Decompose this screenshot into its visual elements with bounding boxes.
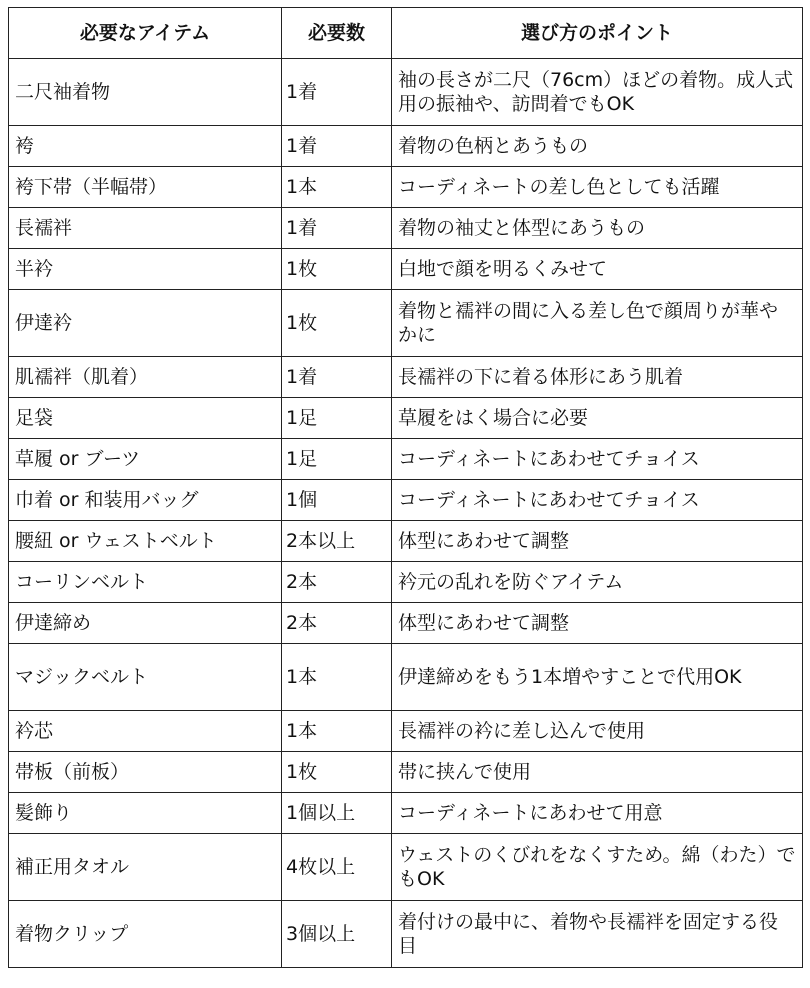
item-cell: マジックベルト bbox=[9, 644, 282, 711]
item-cell: コーリンベルト bbox=[9, 562, 282, 603]
item-cell: 肌襦袢（肌着） bbox=[9, 357, 282, 398]
point-cell: コーディネートにあわせて用意 bbox=[392, 793, 803, 834]
point-cell: 長襦袢の衿に差し込んで使用 bbox=[392, 711, 803, 752]
point-cell: 着物の袖丈と体型にあうもの bbox=[392, 208, 803, 249]
point-cell: 帯に挟んで使用 bbox=[392, 752, 803, 793]
quantity-cell: 1枚 bbox=[282, 249, 392, 290]
point-cell: 着物と襦袢の間に入る差し色で顔周りが華やかに bbox=[392, 290, 803, 357]
point-cell: 伊達締めをもう1本増やすことで代用OK bbox=[392, 644, 803, 711]
quantity-cell: 1本 bbox=[282, 711, 392, 752]
quantity-cell: 2本以上 bbox=[282, 521, 392, 562]
table-row bbox=[9, 644, 803, 711]
table-header-row bbox=[9, 8, 803, 59]
point-cell: 体型にあわせて調整 bbox=[392, 603, 803, 644]
point-cell: 体型にあわせて調整 bbox=[392, 521, 803, 562]
quantity-cell: 1個 bbox=[282, 480, 392, 521]
table-row bbox=[9, 126, 803, 167]
table-row bbox=[9, 793, 803, 834]
point-cell: 着付けの最中に、着物や長襦袢を固定する役目 bbox=[392, 901, 803, 968]
item-cell: 伊達衿 bbox=[9, 290, 282, 357]
point-cell: コーディネートの差し色としても活躍 bbox=[392, 167, 803, 208]
item-cell: 伊達締め bbox=[9, 603, 282, 644]
item-cell: 二尺袖着物 bbox=[9, 59, 282, 126]
table-row bbox=[9, 357, 803, 398]
quantity-cell: 2本 bbox=[282, 562, 392, 603]
point-cell: 白地で顔を明るくみせて bbox=[392, 249, 803, 290]
quantity-cell: 1枚 bbox=[282, 752, 392, 793]
table-row bbox=[9, 398, 803, 439]
table-row bbox=[9, 249, 803, 290]
point-cell: 草履をはく場合に必要 bbox=[392, 398, 803, 439]
header-item: 必要なアイテム bbox=[9, 8, 282, 59]
item-cell: 袴 bbox=[9, 126, 282, 167]
quantity-cell: 1着 bbox=[282, 126, 392, 167]
point-cell: コーディネートにあわせてチョイス bbox=[392, 480, 803, 521]
table-row bbox=[9, 711, 803, 752]
quantity-cell: 2本 bbox=[282, 603, 392, 644]
table-row bbox=[9, 834, 803, 901]
item-cell: 帯板（前板） bbox=[9, 752, 282, 793]
table-row bbox=[9, 901, 803, 968]
kimono-items-table-wrapper bbox=[8, 7, 803, 968]
item-cell: 腰紐 or ウェストベルト bbox=[9, 521, 282, 562]
point-cell: 衿元の乱れを防ぐアイテム bbox=[392, 562, 803, 603]
point-cell: 長襦袢の下に着る体形にあう肌着 bbox=[392, 357, 803, 398]
point-cell: コーディネートにあわせてチョイス bbox=[392, 439, 803, 480]
quantity-cell: 1本 bbox=[282, 644, 392, 711]
table-row bbox=[9, 290, 803, 357]
item-cell: 衿芯 bbox=[9, 711, 282, 752]
quantity-cell: 1本 bbox=[282, 167, 392, 208]
item-cell: 着物クリップ bbox=[9, 901, 282, 968]
table-row bbox=[9, 439, 803, 480]
table-row bbox=[9, 208, 803, 249]
point-cell: ウェストのくびれをなくすため。綿（わた）でもOK bbox=[392, 834, 803, 901]
quantity-cell: 4枚以上 bbox=[282, 834, 392, 901]
item-cell: 補正用タオル bbox=[9, 834, 282, 901]
quantity-cell: 1着 bbox=[282, 59, 392, 126]
quantity-cell: 1着 bbox=[282, 357, 392, 398]
header-point: 選び方のポイント bbox=[392, 8, 803, 59]
item-cell: 半衿 bbox=[9, 249, 282, 290]
point-cell: 袖の長さが二尺（76cm）ほどの着物。成人式用の振袖や、訪問着でもOK bbox=[392, 59, 803, 126]
item-cell: 髪飾り bbox=[9, 793, 282, 834]
item-cell: 巾着 or 和装用バッグ bbox=[9, 480, 282, 521]
quantity-cell: 3個以上 bbox=[282, 901, 392, 968]
table-row bbox=[9, 480, 803, 521]
header-quantity: 必要数 bbox=[282, 8, 392, 59]
quantity-cell: 1足 bbox=[282, 398, 392, 439]
kimono-items-table bbox=[8, 7, 803, 968]
quantity-cell: 1足 bbox=[282, 439, 392, 480]
table-row bbox=[9, 167, 803, 208]
table-row bbox=[9, 752, 803, 793]
item-cell: 草履 or ブーツ bbox=[9, 439, 282, 480]
quantity-cell: 1個以上 bbox=[282, 793, 392, 834]
point-cell: 着物の色柄とあうもの bbox=[392, 126, 803, 167]
table-row bbox=[9, 59, 803, 126]
quantity-cell: 1着 bbox=[282, 208, 392, 249]
table-row bbox=[9, 521, 803, 562]
table-row bbox=[9, 562, 803, 603]
item-cell: 袴下帯（半幅帯） bbox=[9, 167, 282, 208]
item-cell: 長襦袢 bbox=[9, 208, 282, 249]
table-row bbox=[9, 603, 803, 644]
item-cell: 足袋 bbox=[9, 398, 282, 439]
quantity-cell: 1枚 bbox=[282, 290, 392, 357]
